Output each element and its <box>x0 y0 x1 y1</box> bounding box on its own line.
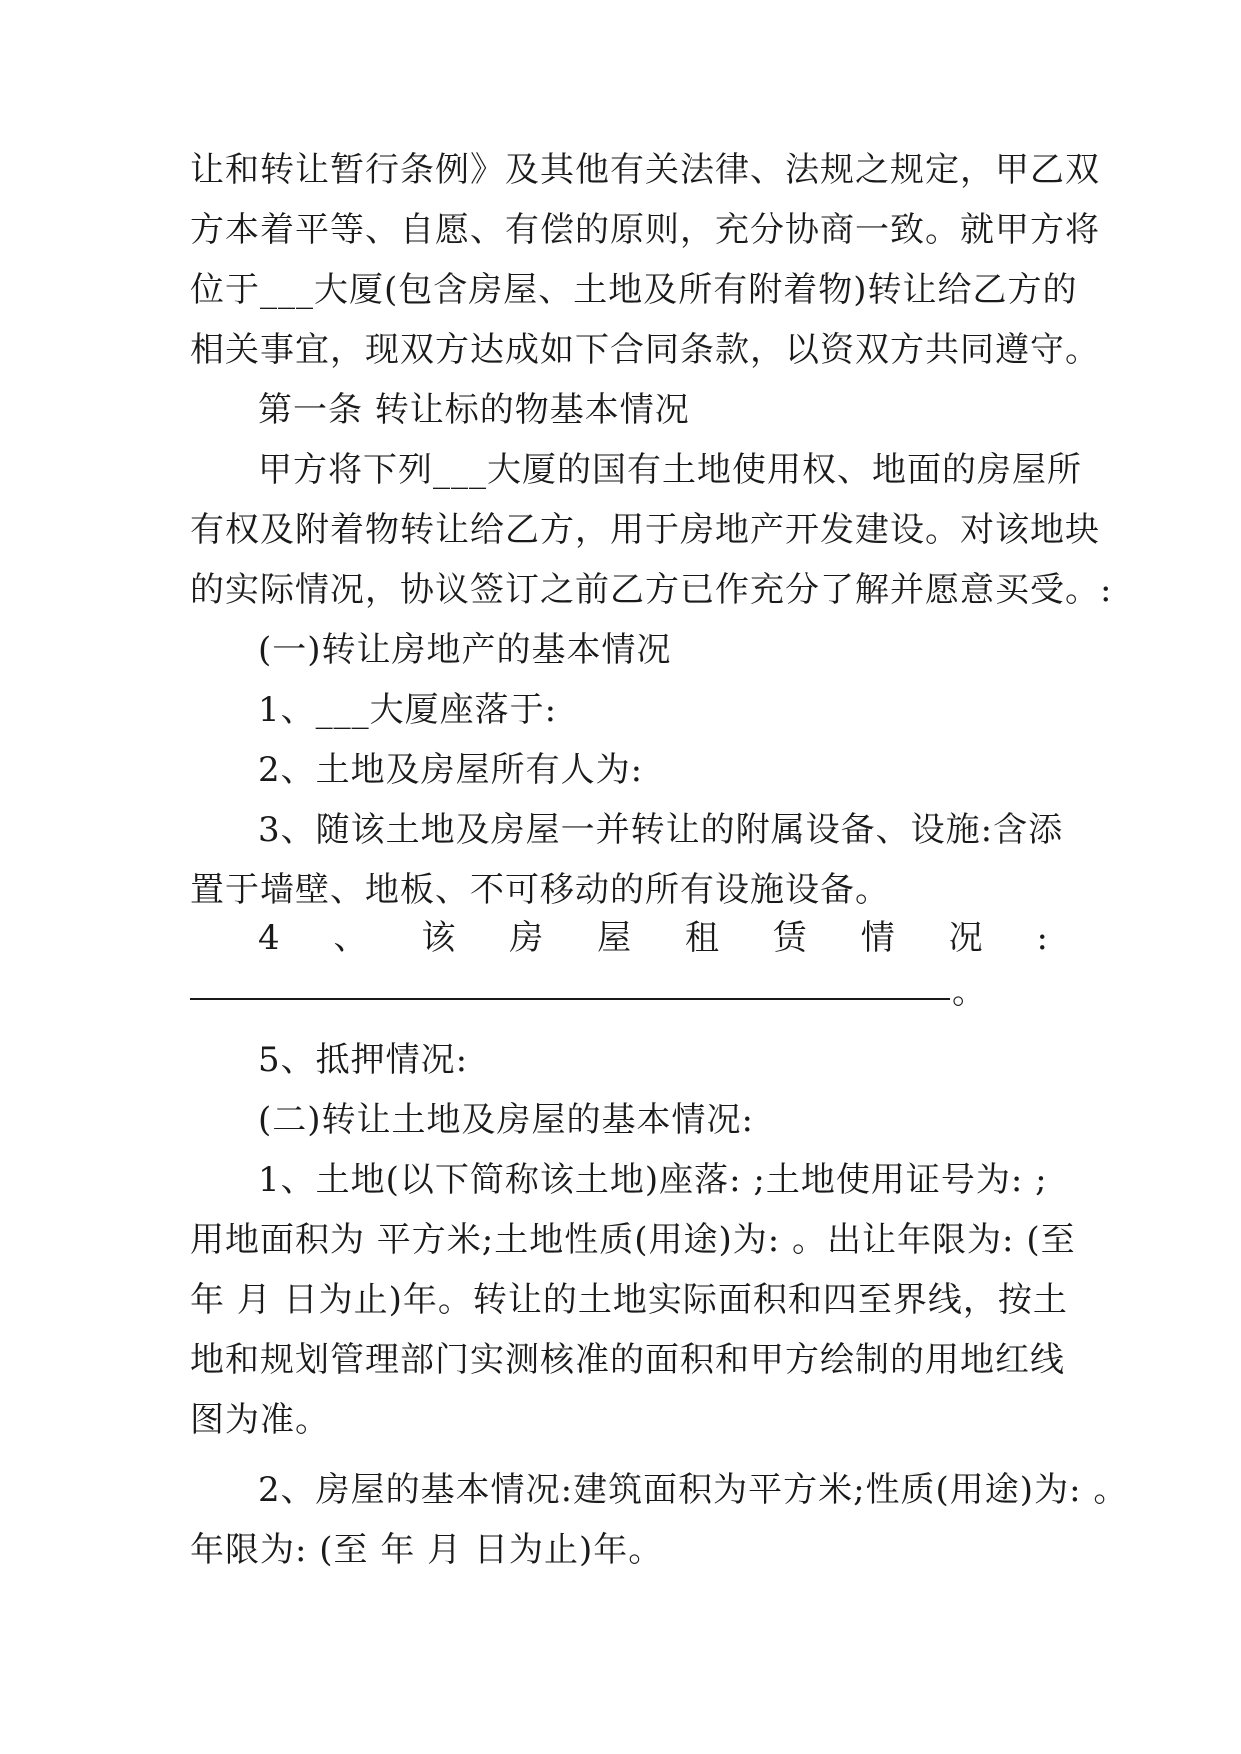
section-heading: (一)转让房地产的基本情况 <box>258 630 672 670</box>
rental-char: 屋 <box>597 918 632 958</box>
paragraph-line: 有权及附着物转让给乙方，用于房地产开发建设。对该地块 <box>190 510 1100 550</box>
paragraph-line: 置于墙壁、地板、不可移动的所有设施设备。 <box>190 870 890 910</box>
rental-char: 、 <box>333 918 368 958</box>
list-item: 5、抵押情况: <box>258 1040 469 1080</box>
paragraph-line: 甲方将下列___大厦的国有土地使用权、地面的房屋所 <box>258 450 1082 490</box>
rental-char: 4 <box>258 918 280 958</box>
rental-char: 房 <box>509 918 544 958</box>
paragraph-line: 方本着平等、自愿、有偿的原则，充分协商一致。就甲方将 <box>190 210 1100 250</box>
rental-situation-line <box>258 918 1048 958</box>
list-item: 3、随该土地及房屋一并转让的附属设备、设施:含添 <box>258 810 1064 850</box>
paragraph-line: 用地面积为 平方米;土地性质(用途)为: 。出让年限为: (至 <box>190 1220 1076 1260</box>
paragraph-line: 相关事宜，现双方达成如下合同条款，以资双方共同遵守。 <box>190 330 1100 370</box>
list-item: 1、___大厦座落于: <box>258 690 558 730</box>
paragraph-line: 年限为: (至 年 月 日为止)年。 <box>190 1530 664 1570</box>
paragraph-line: 让和转让暂行条例》及其他有关法律、法规之规定，甲乙双 <box>190 150 1100 190</box>
paragraph-line: 地和规划管理部门实测核准的面积和甲方绘制的用地红线 <box>190 1340 1065 1380</box>
list-item: 2、土地及房屋所有人为: <box>258 750 644 790</box>
paragraph-line: 位于___大厦(包含房屋、土地及所有附着物)转让给乙方的 <box>190 270 1078 310</box>
rental-char: 情 <box>860 918 895 958</box>
rental-char: 该 <box>421 918 456 958</box>
list-item: 2、房屋的基本情况:建筑面积为平方米;性质(用途)为: 。 <box>258 1470 1129 1510</box>
paragraph-line: 图为准。 <box>190 1400 330 1440</box>
rental-char: : <box>1036 918 1048 958</box>
paragraph-line: 年 月 日为止)年。转让的土地实际面积和四至界线，按土 <box>190 1280 1068 1320</box>
paragraph-line: 的实际情况，协议签订之前乙方已作充分了解并愿意买受。: <box>190 570 1113 610</box>
section-heading: (二)转让土地及房屋的基本情况: <box>258 1100 754 1140</box>
list-item: 1、土地(以下简称该土地)座落: ;土地使用证号为: ; <box>258 1160 1048 1200</box>
fill-in-blank <box>190 998 950 1000</box>
article-heading: 第一条 转让标的物基本情况 <box>258 390 690 430</box>
rental-char: 况 <box>948 918 983 958</box>
period-mark: 。 <box>952 972 986 1012</box>
rental-char: 赁 <box>772 918 807 958</box>
rental-char: 租 <box>685 918 720 958</box>
